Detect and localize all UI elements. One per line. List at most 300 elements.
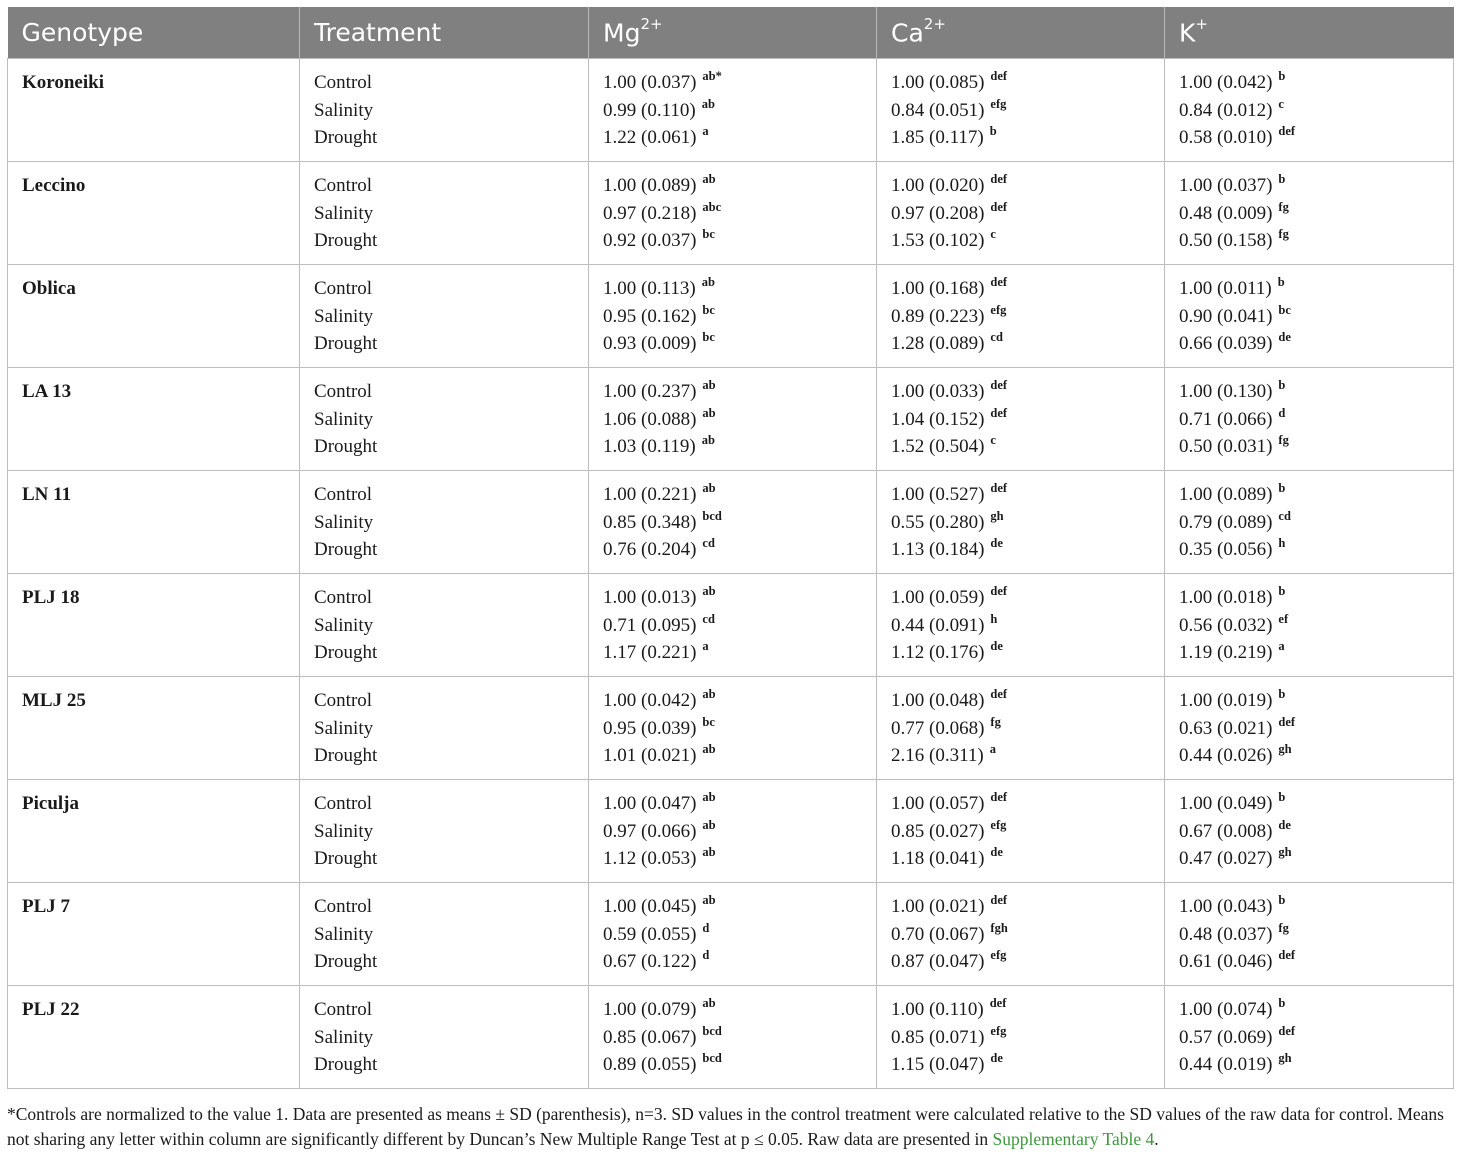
mg-significance-letters: bcd <box>702 1023 722 1038</box>
k-significance-letters: ef <box>1278 611 1289 626</box>
ca-significance-letters: c <box>990 227 996 242</box>
mg-significance-letters: bcd <box>702 1051 722 1066</box>
ca-significance-letters: def <box>990 584 1008 598</box>
treatment-label: Control <box>314 999 373 1020</box>
ca-mean-sd: 0.77 (0.068) <box>891 717 985 739</box>
table-row <box>8 677 1454 780</box>
ca-value-line <box>891 275 1164 303</box>
ca-value-line <box>891 433 1164 461</box>
mg-mean-sd: 1.17 (0.221) <box>603 642 697 664</box>
k-value-line <box>1179 536 1453 564</box>
k-value-line <box>1179 97 1453 125</box>
k-value-cell <box>1165 368 1454 471</box>
mg-value-cell <box>589 59 877 162</box>
k-significance-letters: def <box>1278 948 1296 963</box>
k-significance-letters: b <box>1278 584 1286 598</box>
mg-value-line <box>603 378 876 406</box>
k-mean-sd: 1.00 (0.049) <box>1179 793 1273 814</box>
k-mean-sd: 0.84 (0.012) <box>1179 99 1273 121</box>
ca-significance-letters: de <box>990 639 1003 654</box>
ca-value-line <box>891 509 1164 537</box>
mg-value-cell <box>589 471 877 574</box>
k-value-line <box>1179 200 1453 228</box>
k-mean-sd: 0.56 (0.032) <box>1179 614 1273 636</box>
mg-significance-letters: ab <box>702 845 716 860</box>
ca-value-cell <box>877 883 1165 986</box>
treatment-label: Salinity <box>314 614 374 636</box>
k-value-line <box>1179 433 1453 461</box>
k-significance-letters: def <box>1278 124 1296 139</box>
k-value-line <box>1179 1051 1453 1079</box>
k-value-line <box>1179 687 1453 715</box>
header-k <box>1165 7 1454 59</box>
mg-value-cell <box>589 574 877 677</box>
ca-mean-sd: 0.89 (0.223) <box>891 305 985 327</box>
ca-significance-letters: def <box>990 790 1008 804</box>
k-mean-sd: 0.48 (0.009) <box>1179 202 1273 224</box>
table-header-row <box>8 7 1454 59</box>
ca-value-line <box>891 200 1164 228</box>
genotype-cell <box>8 471 300 574</box>
mg-value-line <box>603 406 876 434</box>
mg-value-line <box>603 948 876 976</box>
ca-value-cell <box>877 59 1165 162</box>
k-mean-sd: 0.58 (0.010) <box>1179 127 1273 149</box>
ca-significance-letters: gh <box>990 508 1004 523</box>
k-significance-letters: b <box>1277 275 1285 289</box>
header-genotype: Genotype <box>8 7 300 59</box>
ca-value-line <box>891 612 1164 640</box>
mg-mean-sd: 1.12 (0.053) <box>603 848 697 870</box>
ca-value-line <box>891 845 1164 873</box>
k-value-line <box>1179 172 1453 200</box>
mg-value-line <box>603 509 876 537</box>
genotype-name: Leccino <box>22 175 86 196</box>
mg-mean-sd: 0.97 (0.218) <box>603 202 697 224</box>
mg-value-cell <box>589 368 877 471</box>
k-value-cell <box>1165 574 1454 677</box>
mg-mean-sd: 1.00 (0.113) <box>603 278 696 299</box>
ca-significance-letters: def <box>990 69 1008 83</box>
genotype-cell <box>8 265 300 368</box>
k-value-line <box>1179 378 1453 406</box>
ca-mean-sd: 1.12 (0.176) <box>891 642 985 664</box>
ca-value-line <box>891 790 1164 818</box>
mg-mean-sd: 0.92 (0.037) <box>603 230 697 252</box>
treatment-label: Salinity <box>314 820 374 842</box>
k-value-line <box>1179 481 1453 509</box>
k-value-line <box>1179 742 1453 770</box>
ca-value-cell <box>877 780 1165 883</box>
k-mean-sd: 0.47 (0.027) <box>1179 848 1273 870</box>
mg-significance-letters: abc <box>702 199 722 214</box>
table-body <box>8 59 1454 1089</box>
mg-mean-sd: 0.85 (0.067) <box>603 1026 697 1048</box>
treatment-cell <box>300 471 589 574</box>
treatment-label: Control <box>314 72 373 93</box>
ca-mean-sd: 1.00 (0.110) <box>891 999 984 1020</box>
k-value-cell <box>1165 265 1454 368</box>
header-ca-base: Ca <box>891 18 924 48</box>
treatment-cell <box>300 780 589 883</box>
mg-value-line <box>603 536 876 564</box>
k-significance-letters: b <box>1278 481 1286 495</box>
ca-value-line <box>891 536 1164 564</box>
k-mean-sd: 0.57 (0.069) <box>1179 1026 1273 1048</box>
mg-value-line <box>603 124 876 152</box>
mg-value-line <box>603 200 876 228</box>
mg-value-line <box>603 742 876 770</box>
k-value-line <box>1179 330 1453 358</box>
mg-value-cell <box>589 986 877 1089</box>
mg-value-line <box>603 69 876 97</box>
header-mg-sup: 2+ <box>640 14 663 33</box>
mg-significance-letters: bc <box>702 330 715 345</box>
k-value-line <box>1179 509 1453 537</box>
mg-value-cell <box>589 883 877 986</box>
ca-value-line <box>891 303 1164 331</box>
mg-mean-sd: 0.95 (0.039) <box>603 717 697 739</box>
k-mean-sd: 0.44 (0.019) <box>1179 1054 1273 1076</box>
mg-mean-sd: 0.67 (0.122) <box>603 951 697 973</box>
ca-value-line <box>891 97 1164 125</box>
k-value-line <box>1179 639 1453 667</box>
k-mean-sd: 1.00 (0.042) <box>1179 72 1273 93</box>
ca-value-cell <box>877 162 1165 265</box>
k-value-line <box>1179 845 1453 873</box>
data-table-container <box>7 7 1453 1089</box>
ca-value-line <box>891 481 1164 509</box>
mg-value-line <box>603 172 876 200</box>
ca-value-line <box>891 378 1164 406</box>
header-ca <box>877 7 1165 59</box>
ca-value-line <box>891 69 1164 97</box>
k-significance-letters: fg <box>1278 920 1289 935</box>
k-mean-sd: 0.48 (0.037) <box>1179 923 1273 945</box>
genotype-cell <box>8 574 300 677</box>
k-significance-letters: c <box>1278 96 1284 111</box>
k-significance-letters: a <box>1278 639 1285 654</box>
treatment-cell <box>300 162 589 265</box>
treatment-label: Salinity <box>314 305 374 327</box>
ca-value-line <box>891 124 1164 152</box>
table-row <box>8 162 1454 265</box>
k-value-line <box>1179 69 1453 97</box>
treatment-label: Salinity <box>314 1026 374 1048</box>
k-significance-letters: b <box>1278 996 1286 1010</box>
ca-significance-letters: b <box>989 124 997 139</box>
k-value-line <box>1179 790 1453 818</box>
mg-significance-letters: ab <box>702 687 716 701</box>
k-value-line <box>1179 406 1453 434</box>
treatment-label: Drought <box>314 745 378 767</box>
ca-mean-sd: 0.85 (0.027) <box>891 820 985 842</box>
mg-significance-letters: ab <box>701 275 715 289</box>
mg-significance-letters: ab <box>702 790 716 804</box>
k-value-line <box>1179 612 1453 640</box>
ca-significance-letters: fgh <box>990 920 1008 935</box>
mg-value-line <box>603 1051 876 1079</box>
k-significance-letters: gh <box>1278 1051 1292 1066</box>
ca-significance-letters: def <box>990 893 1008 907</box>
mg-value-line <box>603 687 876 715</box>
treatment-label: Salinity <box>314 99 374 121</box>
mg-mean-sd: 1.00 (0.089) <box>603 175 697 196</box>
mg-significance-letters: d <box>702 920 710 935</box>
k-value-line <box>1179 584 1453 612</box>
mg-significance-letters: d <box>702 948 710 963</box>
ca-value-line <box>891 227 1164 255</box>
k-value-cell <box>1165 780 1454 883</box>
mg-significance-letters: bc <box>702 714 715 729</box>
mg-significance-letters: ab <box>702 481 716 495</box>
k-mean-sd: 1.00 (0.089) <box>1179 484 1273 505</box>
treatment-label: Drought <box>314 436 378 458</box>
mg-value-cell <box>589 780 877 883</box>
mg-mean-sd: 0.99 (0.110) <box>603 99 696 121</box>
k-significance-letters: de <box>1278 817 1291 832</box>
genotype-cell <box>8 59 300 162</box>
ca-significance-letters: def <box>990 275 1008 289</box>
mg-significance-letters: ab <box>702 584 716 598</box>
ca-mean-sd: 0.85 (0.071) <box>891 1026 985 1048</box>
mg-significance-letters: a <box>702 124 709 139</box>
mg-significance-letters: ab <box>702 817 716 832</box>
k-mean-sd: 0.71 (0.066) <box>1179 408 1273 430</box>
ca-mean-sd: 1.00 (0.527) <box>891 484 985 505</box>
footnote-end: . <box>1154 1129 1159 1149</box>
mg-mean-sd: 0.97 (0.066) <box>603 820 697 842</box>
header-ca-sup: 2+ <box>923 14 946 33</box>
k-value-line <box>1179 227 1453 255</box>
ca-mean-sd: 1.85 (0.117) <box>891 127 984 149</box>
treatment-label: Salinity <box>314 511 374 533</box>
genotype-cell <box>8 162 300 265</box>
ca-value-line <box>891 921 1164 949</box>
k-significance-letters: bc <box>1278 302 1291 317</box>
k-mean-sd: 1.19 (0.219) <box>1179 642 1273 664</box>
ca-value-line <box>891 330 1164 358</box>
mg-mean-sd: 0.76 (0.204) <box>603 539 697 561</box>
mg-mean-sd: 1.22 (0.061) <box>603 127 697 149</box>
ca-significance-letters: fg <box>990 714 1001 729</box>
header-mg-base: Mg <box>603 18 641 48</box>
mg-mean-sd: 0.71 (0.095) <box>603 614 697 636</box>
genotype-name: LA 13 <box>22 381 72 402</box>
mg-mean-sd: 0.59 (0.055) <box>603 923 697 945</box>
k-mean-sd: 0.50 (0.031) <box>1179 436 1273 458</box>
genotype-name: PLJ 18 <box>22 587 80 608</box>
treatment-label: Control <box>314 175 373 196</box>
genotype-cell <box>8 677 300 780</box>
mg-value-cell <box>589 162 877 265</box>
mg-mean-sd: 1.00 (0.237) <box>603 381 697 402</box>
k-value-cell <box>1165 883 1454 986</box>
k-significance-letters: de <box>1278 330 1291 345</box>
header-mg <box>589 7 877 59</box>
mg-mean-sd: 0.85 (0.348) <box>603 511 697 533</box>
k-significance-letters: fg <box>1278 199 1289 214</box>
mg-significance-letters: ab* <box>702 69 722 83</box>
k-value-line <box>1179 818 1453 846</box>
ca-mean-sd: 1.00 (0.020) <box>891 175 985 196</box>
k-mean-sd: 1.00 (0.019) <box>1179 690 1273 711</box>
table-row <box>8 574 1454 677</box>
treatment-label: Drought <box>314 539 378 561</box>
ca-value-line <box>891 584 1164 612</box>
k-mean-sd: 1.00 (0.011) <box>1179 278 1272 299</box>
mg-significance-letters: ab <box>701 96 715 111</box>
k-value-line <box>1179 715 1453 743</box>
ca-value-cell <box>877 471 1165 574</box>
mg-mean-sd: 1.00 (0.037) <box>603 72 697 93</box>
k-significance-letters: cd <box>1278 508 1291 523</box>
k-mean-sd: 1.00 (0.074) <box>1179 999 1273 1020</box>
ca-value-cell <box>877 368 1165 471</box>
mg-value-line <box>603 1024 876 1052</box>
header-k-base: K <box>1179 18 1196 48</box>
genotype-name: Oblica <box>22 278 76 299</box>
supplementary-table-link[interactable]: Supplementary Table 4 <box>992 1129 1155 1149</box>
ca-mean-sd: 0.97 (0.208) <box>891 202 985 224</box>
k-value-line <box>1179 1024 1453 1052</box>
ca-significance-letters: def <box>990 481 1008 495</box>
k-value-cell <box>1165 162 1454 265</box>
ca-mean-sd: 1.00 (0.085) <box>891 72 985 93</box>
ca-mean-sd: 1.04 (0.152) <box>891 408 985 430</box>
genotype-cell <box>8 780 300 883</box>
k-mean-sd: 1.00 (0.043) <box>1179 896 1273 917</box>
mg-mean-sd: 0.89 (0.055) <box>603 1054 697 1076</box>
ca-value-cell <box>877 677 1165 780</box>
treatment-cell <box>300 883 589 986</box>
ca-value-line <box>891 172 1164 200</box>
treatment-label: Drought <box>314 642 378 664</box>
k-significance-letters: def <box>1278 1023 1296 1038</box>
ca-mean-sd: 1.52 (0.504) <box>891 436 985 458</box>
mg-mean-sd: 0.95 (0.162) <box>603 305 697 327</box>
mg-mean-sd: 1.00 (0.047) <box>603 793 697 814</box>
ca-value-line <box>891 1051 1164 1079</box>
ca-mean-sd: 0.84 (0.051) <box>891 99 985 121</box>
mg-value-line <box>603 612 876 640</box>
ca-mean-sd: 0.70 (0.067) <box>891 923 985 945</box>
k-significance-letters: d <box>1278 405 1286 420</box>
k-value-line <box>1179 996 1453 1024</box>
mg-value-line <box>603 845 876 873</box>
mg-value-line <box>603 97 876 125</box>
treatment-cell <box>300 59 589 162</box>
ca-significance-letters: def <box>989 996 1007 1010</box>
ca-significance-letters: h <box>990 611 998 626</box>
mg-value-line <box>603 921 876 949</box>
k-value-line <box>1179 948 1453 976</box>
mg-mean-sd: 1.06 (0.088) <box>603 408 697 430</box>
genotype-cell <box>8 986 300 1089</box>
treatment-label: Drought <box>314 1054 378 1076</box>
treatment-label: Drought <box>314 848 378 870</box>
ca-significance-letters: c <box>990 433 996 448</box>
ca-value-line <box>891 1024 1164 1052</box>
mg-significance-letters: ab <box>702 172 716 186</box>
k-significance-letters: b <box>1278 790 1286 804</box>
ca-value-line <box>891 996 1164 1024</box>
mg-value-line <box>603 303 876 331</box>
ca-significance-letters: de <box>990 845 1003 860</box>
mg-significance-letters: bc <box>702 302 715 317</box>
treatment-label: Salinity <box>314 923 374 945</box>
treatment-label: Drought <box>314 127 378 149</box>
k-mean-sd: 1.00 (0.018) <box>1179 587 1273 608</box>
table-row <box>8 265 1454 368</box>
treatment-cell <box>300 677 589 780</box>
ca-value-cell <box>877 986 1165 1089</box>
genotype-name: Piculja <box>22 793 79 814</box>
ca-value-line <box>891 406 1164 434</box>
k-significance-letters: gh <box>1278 742 1292 757</box>
treatment-label: Control <box>314 690 373 711</box>
ca-value-line <box>891 742 1164 770</box>
k-value-cell <box>1165 471 1454 574</box>
mg-mean-sd: 1.00 (0.013) <box>603 587 697 608</box>
mg-value-line <box>603 818 876 846</box>
k-mean-sd: 0.50 (0.158) <box>1179 230 1273 252</box>
treatment-label: Control <box>314 587 373 608</box>
genotype-name: Koroneiki <box>22 72 104 93</box>
treatment-label: Control <box>314 793 373 814</box>
k-mean-sd: 0.63 (0.021) <box>1179 717 1273 739</box>
mg-significance-letters: ab <box>701 433 715 448</box>
k-mean-sd: 0.67 (0.008) <box>1179 820 1273 842</box>
footnote-text: *Controls are normalized to the value 1. Data are presented as means ± SD (parenthesis), n=3. SD values in the control treatment were calculated relative to the SD values of the raw data for control. Means not sharing any letter within column are significantly different by Duncan’s New Multiple Range Test at p ≤ 0.05. Raw data are presented in <box>7 1104 1444 1149</box>
treatment-label: Control <box>314 278 373 299</box>
ca-mean-sd: 1.00 (0.057) <box>891 793 985 814</box>
k-significance-letters: fg <box>1278 433 1289 448</box>
ca-significance-letters: def <box>990 405 1008 420</box>
k-mean-sd: 1.00 (0.130) <box>1179 381 1273 402</box>
genotype-name: MLJ 25 <box>22 690 86 711</box>
ca-mean-sd: 2.16 (0.311) <box>891 745 984 767</box>
k-significance-letters: b <box>1278 378 1286 392</box>
k-mean-sd: 0.79 (0.089) <box>1179 511 1273 533</box>
mg-value-line <box>603 893 876 921</box>
table-row <box>8 471 1454 574</box>
mg-value-line <box>603 227 876 255</box>
genotype-name: PLJ 7 <box>22 896 71 917</box>
k-mean-sd: 0.35 (0.056) <box>1179 539 1273 561</box>
k-mean-sd: 0.66 (0.039) <box>1179 333 1273 355</box>
k-value-line <box>1179 303 1453 331</box>
mg-mean-sd: 1.00 (0.079) <box>603 999 697 1020</box>
genotype-name: LN 11 <box>22 484 72 505</box>
genotype-name: PLJ 22 <box>22 999 80 1020</box>
k-value-cell <box>1165 986 1454 1089</box>
mg-value-cell <box>589 677 877 780</box>
table-row <box>8 59 1454 162</box>
treatment-label: Salinity <box>314 408 374 430</box>
ca-mean-sd: 1.15 (0.047) <box>891 1054 985 1076</box>
ca-mean-sd: 1.00 (0.021) <box>891 896 985 917</box>
mg-significance-letters: ab <box>702 893 716 907</box>
ca-significance-letters: cd <box>990 330 1003 345</box>
k-significance-letters: b <box>1278 687 1286 701</box>
treatment-cell <box>300 265 589 368</box>
mg-mean-sd: 1.00 (0.045) <box>603 896 697 917</box>
ca-significance-letters: efg <box>990 948 1007 963</box>
k-mean-sd: 1.00 (0.037) <box>1179 175 1273 196</box>
treatment-cell <box>300 574 589 677</box>
mg-mean-sd: 0.93 (0.009) <box>603 333 697 355</box>
